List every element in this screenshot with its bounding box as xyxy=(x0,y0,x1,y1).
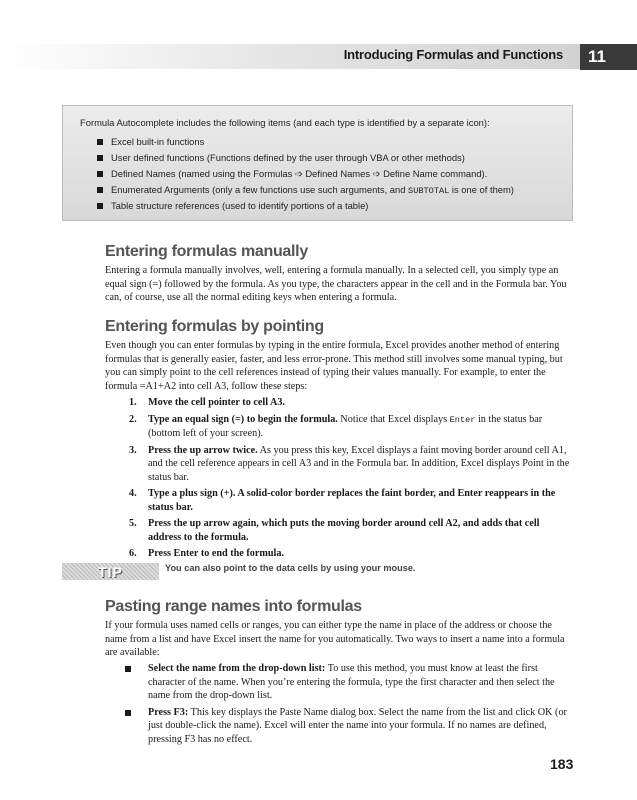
steps-list xyxy=(105,396,575,561)
tip-badge xyxy=(62,563,159,580)
sidebar-item: Table structure references (used to identify portions of a table) xyxy=(97,199,514,215)
step-item: 6. Press Enter to end the formula. xyxy=(129,548,285,559)
paragraph-pasting: If your formula uses named cells or ranges, you can either type the name in place of the address or choose the name from a list and have Excel insert the name for you automatically. Two ways to insert a name into a formula are available: xyxy=(105,620,565,658)
step-item: 4. Type a plus sign (+). A solid-color border replaces the faint border, and Enter reappears in the status bar. xyxy=(129,488,556,513)
bullet-square-icon xyxy=(125,710,131,716)
sidebar-item: User defined functions (Functions defined by the user through VBA or other methods) xyxy=(97,151,514,167)
paragraph-manual: Entering a formula manually involves, well, entering a formula manually. In a selected cell, you simply type an equal sign (=) followed by the formula. As you type, the characters appear in the cell and in the Formula bar. You can, of course, use all the normal editing keys when entering a formula. xyxy=(105,265,567,303)
bullet-square-icon xyxy=(97,139,103,145)
bullet-square-icon xyxy=(97,155,103,161)
bullet-item: Select the name from the drop-down list: To use this method, you must know at least the first character of the name. When you’re entering the formula, type the first character and then select the name from the drop-down list. xyxy=(105,662,575,703)
bullet-square-icon xyxy=(97,203,103,209)
step-item: 3. Press the up arrow twice. As you press this key, Excel displays a faint moving border around cell A1, and the cell reference appears in cell A3 and in the Formula bar. In addition, Excel displays Point in the status bar. xyxy=(129,444,570,483)
step-item: 5. Press the up arrow again, which puts the moving border around cell A2, and adds that cell address to the formula. xyxy=(129,518,540,543)
page-number: 183 xyxy=(550,756,574,772)
chapter-number: 11 xyxy=(588,47,606,66)
heading-entering-manually: Entering formulas manually xyxy=(105,243,308,260)
autocomplete-sidebar xyxy=(62,105,573,221)
sidebar-item: Enumerated Arguments (only a few functions use such arguments, and SUBTOTAL is one of them) xyxy=(97,183,514,199)
sidebar-intro: Formula Autocomplete includes the following items (and each type is identified by a separate icon): xyxy=(80,117,490,128)
bullet-square-icon xyxy=(125,666,131,672)
running-header-title: Introducing Formulas and Functions xyxy=(343,47,563,62)
paste-methods-list xyxy=(105,662,575,749)
tip-label: TIP xyxy=(98,563,123,580)
sidebar-list xyxy=(97,135,514,215)
tip-text: You can also point to the data cells by using your mouse. xyxy=(165,563,416,573)
paragraph-pointing: Even though you can enter formulas by typing in the entire formula, Excel provides another method of entering formulas that is generally easier, faster, and less error-prone. This method still involves some manual typing, but you can simply point to the cell references instead of typing their values manually. For example, to enter the formula =A1+A2 into cell A3, follow these steps: xyxy=(105,340,563,392)
code-enter: Enter xyxy=(449,414,476,425)
sidebar-item: Defined Names (named using the Formulas ➩ Defined Names ➩ Define Name command). xyxy=(97,167,514,183)
heading-pasting-names: Pasting range names into formulas xyxy=(105,598,362,615)
heading-entering-pointing: Entering formulas by pointing xyxy=(105,318,324,335)
bullet-square-icon xyxy=(97,171,103,177)
step-item: 1. Move the cell pointer to cell A3. xyxy=(129,397,286,408)
bullet-item: Press F3: This key displays the Paste Name dialog box. Select the name from the list and click OK (or just double-click the name). Excel will enter the name into your formula. If no names are defined, pressing F3 has no effect. xyxy=(105,706,575,747)
chapter-number-tab xyxy=(580,44,637,70)
code-subtotal: SUBTOTAL xyxy=(408,186,450,196)
bullet-square-icon xyxy=(97,187,103,193)
step-item: 2. Type an equal sign (=) to begin the formula. Notice that Excel displays Enter in the status bar (bottom left of your screen). xyxy=(129,413,543,439)
sidebar-item: Excel built-in functions xyxy=(97,135,514,151)
